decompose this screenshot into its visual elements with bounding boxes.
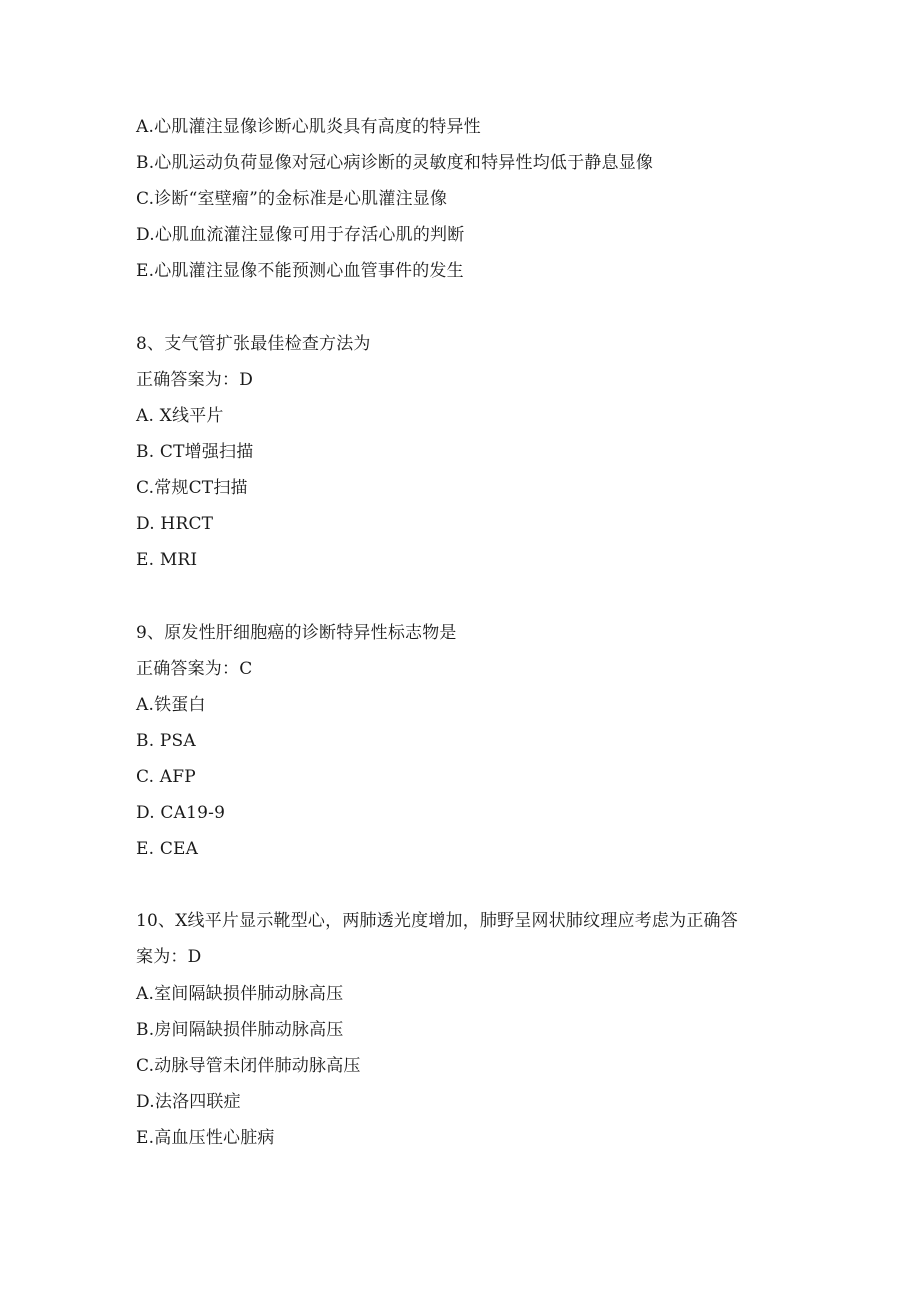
q8-option-e: E. MRI bbox=[136, 550, 198, 570]
q9-answer: 正确答案为：C bbox=[136, 659, 253, 679]
q7-option-d: D.心肌血流灌注显像可用于存活心肌的判断 bbox=[136, 225, 465, 245]
q10-option-a: A.室间隔缺损伴肺动脉高压 bbox=[136, 984, 344, 1004]
q9-option-e: E. CEA bbox=[136, 839, 199, 859]
q9-option-c: C. AFP bbox=[136, 767, 196, 787]
q8-question: 8、支气管扩张最佳检查方法为 bbox=[136, 334, 371, 354]
q10-option-e: E.高血压性心脏病 bbox=[136, 1128, 275, 1148]
q8-answer: 正确答案为：D bbox=[136, 370, 254, 390]
q10-option-d: D.法洛四联症 bbox=[136, 1092, 241, 1112]
q9-option-a: A.铁蛋白 bbox=[136, 695, 206, 715]
q7-option-a: A.心肌灌注显像诊断心肌炎具有高度的特异性 bbox=[136, 117, 481, 137]
q9-question: 9、原发性肝细胞癌的诊断特异性标志物是 bbox=[136, 623, 457, 643]
q10-question-line1: 10、X线平片显示靴型心，两肺透光度增加，肺野呈网状肺纹理应考虑为正确答 bbox=[136, 911, 738, 931]
q7-option-e: E.心肌灌注显像不能预测心血管事件的发生 bbox=[136, 261, 464, 281]
q8-option-a: A. X线平片 bbox=[136, 406, 224, 426]
q9-option-d: D. CA19-9 bbox=[136, 803, 226, 823]
q7-option-c: C.诊断“室壁瘤”的金标准是心肌灌注显像 bbox=[136, 189, 448, 209]
q10-option-b: B.房间隔缺损伴肺动脉高压 bbox=[136, 1020, 344, 1040]
q10-question-line2: 案为：D bbox=[136, 947, 202, 967]
q8-option-c: C.常规CT扫描 bbox=[136, 478, 248, 498]
q10-option-c: C.动脉导管未闭伴肺动脉高压 bbox=[136, 1056, 361, 1076]
q8-option-b: B. CT增强扫描 bbox=[136, 442, 254, 462]
q8-option-d: D. HRCT bbox=[136, 514, 214, 534]
q9-option-b: B. PSA bbox=[136, 731, 196, 751]
q7-option-b: B.心肌运动负荷显像对冠心病诊断的灵敏度和特异性均低于静息显像 bbox=[136, 153, 654, 173]
